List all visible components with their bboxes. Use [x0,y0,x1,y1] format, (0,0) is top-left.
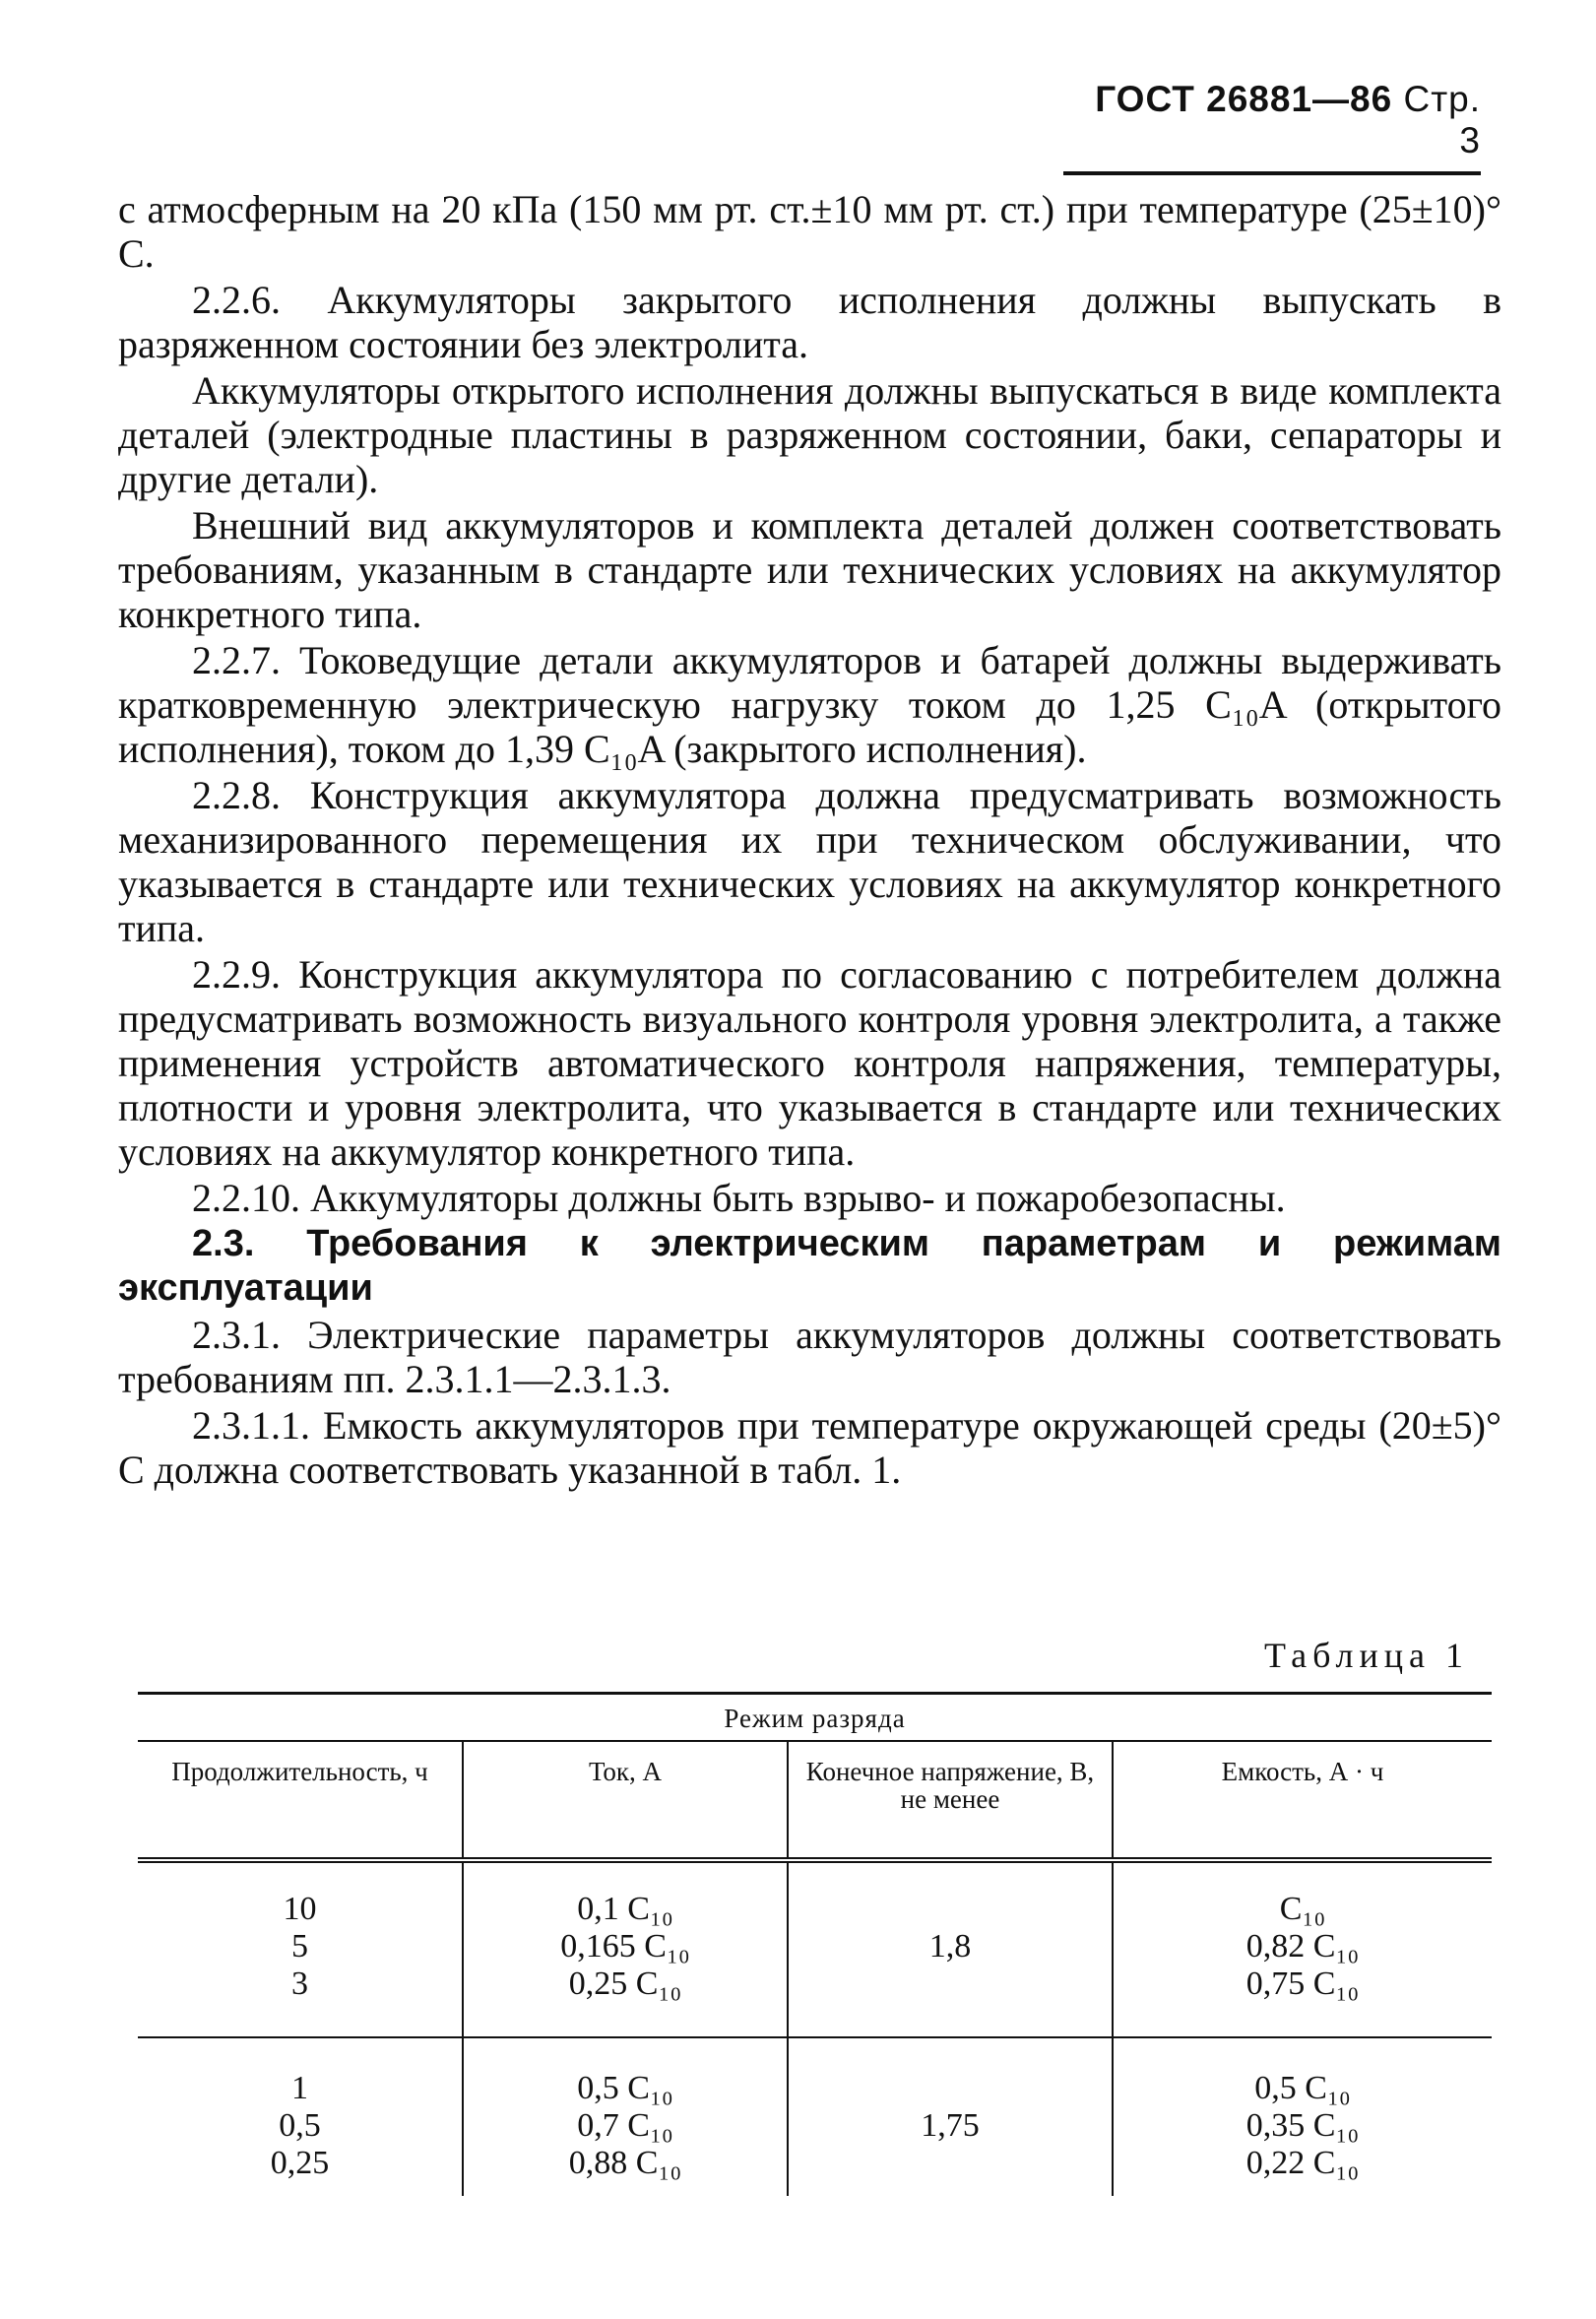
paragraph: с атмосферным на 20 кПа (150 мм рт. ст.±10 мм рт. ст.) при температуре (25±10)° С. [118,187,1501,276]
cell-value: C₁₀ [1279,1891,1326,1927]
paragraph: 2.2.8. Конструкция аккумулятора должна предусматривать возможность механизированного перемещения их при техническом обслуживании, что указывается в стандарте или технических условиях на аккумулятор конкретного типа. [118,773,1501,950]
section-heading: 2.3. Требования к электрическим параметрам и режимам эксплуатации [118,1223,1501,1309]
table-row [138,2037,1492,2196]
cell-value: 0,88 C₁₀ [568,2145,682,2181]
cell-value: 0,22 C₁₀ [1245,2145,1360,2181]
cell-value: 3 [291,1965,308,2002]
column-header-duration: Продолжительность, ч [138,1741,463,1860]
cell-value: 10 [283,1891,317,1927]
discharge-mode-table [138,1692,1492,2196]
paragraph: 2.2.7. Токоведущие детали аккумуляторов и батарей должны выдерживать кратковременную электрическую нагрузку током до 1,25 C₁₀A (открытого исполнения), током до 1,39 C₁₀A (закрытого исполнения). [118,638,1501,771]
duration-cell [138,1860,463,2037]
table-group-header: Режим разряда [138,1694,1492,1742]
page-number: Стр. 3 [1403,79,1481,161]
paragraph: 2.2.10. Аккумуляторы должны быть взрыво- и пожаробезопасны. [192,1176,1286,1220]
capacity-cell [1113,1860,1492,2037]
cell-value: 0,5 [279,2107,321,2144]
cell-value: 0,75 C₁₀ [1245,1965,1360,2002]
column-header-voltage: Конечное напряжение, В, не менее [788,1741,1113,1860]
cell-value: 0,25 [270,2145,330,2181]
document-code: ГОСТ 26881—86 [1095,79,1393,119]
cell-value: 1 [291,2070,308,2106]
cell-value: 0,5 C₁₀ [1254,2070,1351,2106]
body-text [118,187,1501,1494]
current-cell [463,2037,788,2196]
column-header-current: Ток, А [463,1741,788,1860]
paragraph: Аккумуляторы открытого исполнения должны выпускаться в виде комплекта деталей (электродные пластины в разряженном состоянии, баки, сепараторы и другие детали). [118,368,1501,501]
current-cell [463,1860,788,2037]
capacity-cell [1113,2037,1492,2196]
cell-value: 0,25 C₁₀ [568,1965,682,2002]
paragraph: 2.3.1. Электрические параметры аккумуляторов должны соответствовать требованиям пп. 2.3.1.1—2.3.1.3. [118,1313,1501,1401]
page-header [1063,79,1481,175]
cell-value: 5 [291,1928,308,1965]
voltage-cell: 1,8 [788,1860,1113,2037]
paragraph: Внешний вид аккумуляторов и комплекта деталей должен соответствовать требованиям, указанным в стандарте или технических условиях на аккумулятор конкретного типа. [118,503,1501,636]
paragraph: 2.2.9. Конструкция аккумулятора по согласованию с потребителем должна предусматривать возможность визуального контроля уровня электролита, а также применения устройств автоматического контроля напряжения, температуры, плотности и уровня электролита, что указывается в стандарте или технических условиях на аккумулятор конкретного типа. [118,952,1501,1174]
paragraph: 2.2.6. Аккумуляторы закрытого исполнения должны выпускать в разряженном состоянии без электролита. [118,278,1501,366]
cell-value: 0,35 C₁₀ [1245,2107,1360,2144]
cell-value: 0,82 C₁₀ [1245,1928,1360,1965]
voltage-cell: 1,75 [788,2037,1113,2196]
paragraph: 2.3.1.1. Емкость аккумуляторов при температуре окружающей среды (20±5)° С должна соответствовать указанной в табл. 1. [118,1403,1501,1492]
column-header-capacity: Емкость, А · ч [1113,1741,1492,1860]
cell-value: 0,1 C₁₀ [577,1891,673,1927]
table-row [138,1860,1492,2037]
table-caption: Таблица 1 [1264,1636,1469,1675]
cell-value: 0,5 C₁₀ [577,2070,673,2106]
duration-cell [138,2037,463,2196]
cell-value: 0,7 C₁₀ [577,2107,673,2144]
cell-value: 0,165 C₁₀ [560,1928,690,1965]
